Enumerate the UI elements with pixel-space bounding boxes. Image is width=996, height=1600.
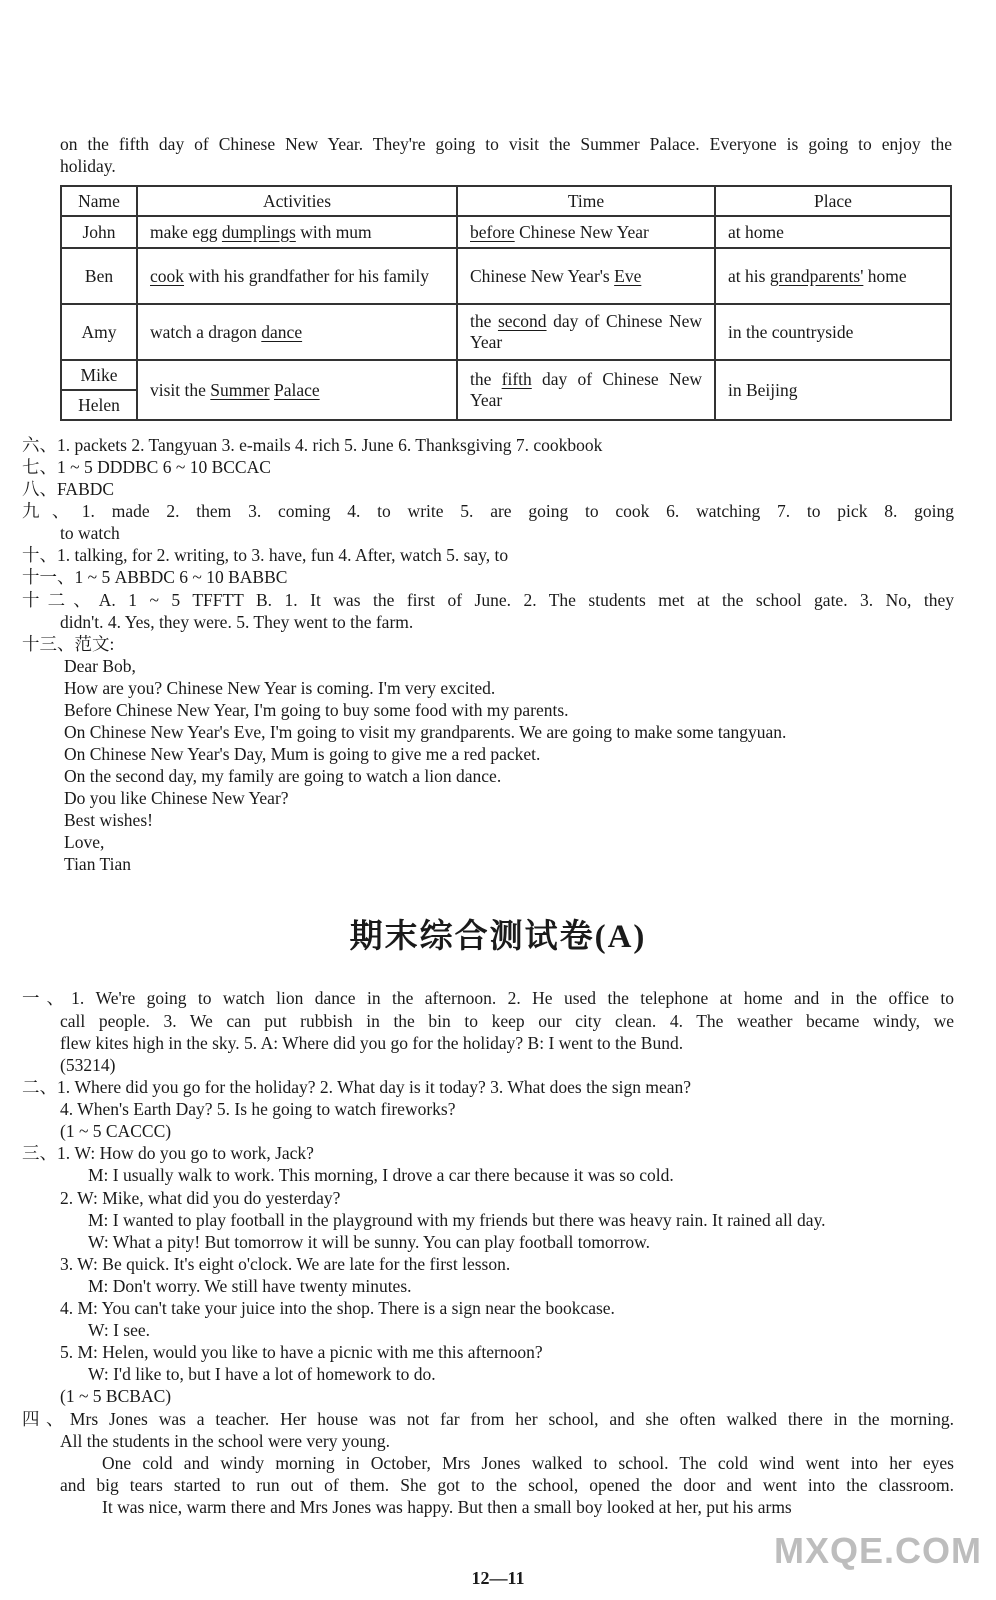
- intro-line-1: on the fifth day of Chinese New Year. They're going to visit the Summer Palace. Everyone is going to enjoy the: [60, 134, 952, 154]
- answer-jiu-line-1: 九、1. made 2. them 3. coming 4. to write 5. are going to cook 6. watching 7. to pick 8. going: [22, 501, 954, 521]
- cell-time: the second day of Chinese New Year: [457, 304, 715, 360]
- exam-yi-line-1: 一、1. We're going to watch lion dance in the afternoon. 2. He used the telephone at home and in the office to: [22, 988, 954, 1008]
- exam-si-line-1: 四、Mrs Jones was a teacher. Her house was not far from her school, and she often walked there in the morning.: [22, 1409, 954, 1429]
- cell-name: Ben: [61, 248, 137, 304]
- cell-name: Helen: [61, 390, 137, 420]
- cell-name: Amy: [61, 304, 137, 360]
- answer-qi: 七、1 ~ 5 DDDBC 6 ~ 10 BCCAC: [22, 457, 271, 477]
- header-activities: Activities: [137, 186, 457, 216]
- table-row-john: [61, 216, 951, 248]
- letter-line: Best wishes!: [64, 810, 153, 830]
- cell-name: Mike: [61, 360, 137, 390]
- cell-activity: cook with his grandfather for his family: [137, 248, 457, 304]
- letter-line: Do you like Chinese New Year?: [64, 788, 289, 808]
- exam-san-line-11: W: I'd like to, but I have a lot of homework to do.: [88, 1364, 436, 1384]
- exam-san-line-4: M: I wanted to play football in the playground with my friends but there was heavy rain. It rained all day.: [88, 1210, 826, 1230]
- answer-shiyi: 十一、1 ~ 5 ABBDC 6 ~ 10 BABBC: [22, 567, 288, 587]
- table-row-amy: [61, 304, 951, 360]
- exam-yi-line-4: (53214): [60, 1055, 116, 1075]
- table-row-ben: [61, 248, 951, 304]
- cell-time: Chinese New Year's Eve: [457, 248, 715, 304]
- exam-san-line-7: M: Don't worry. We still have twenty minutes.: [88, 1276, 412, 1296]
- answer-shier-line-1: 十二、A. 1 ~ 5 TFFTT B. 1. It was the first of June. 2. The students met at the school gate. 3. No, they: [22, 590, 954, 610]
- exam-san-line-6: 3. W: Be quick. It's eight o'clock. We are late for the first lesson.: [60, 1254, 511, 1274]
- answer-ba: 八、FABDC: [22, 479, 115, 499]
- cell-activity: visit the Summer Palace: [137, 360, 457, 420]
- letter-line: How are you? Chinese New Year is coming. I'm very excited.: [64, 678, 496, 698]
- header-time: Time: [457, 186, 715, 216]
- letter-line: On Chinese New Year's Day, Mum is going to give me a red packet.: [64, 744, 541, 764]
- exam-san-line-8: 4. M: You can't take your juice into the shop. There is a sign near the bookcase.: [60, 1298, 615, 1318]
- header-name: Name: [61, 186, 137, 216]
- letter-line: Love,: [64, 832, 105, 852]
- exam-san-line-3: 2. W: Mike, what did you do yesterday?: [60, 1188, 341, 1208]
- table-header-row: [61, 186, 951, 216]
- cell-name: John: [61, 216, 137, 248]
- exam-er-line-2: 4. When's Earth Day? 5. Is he going to watch fireworks?: [60, 1099, 456, 1119]
- page-number: 12—11: [471, 1568, 525, 1588]
- cell-activity: watch a dragon dance: [137, 304, 457, 360]
- letter-line: Tian Tian: [64, 854, 131, 874]
- letter-line: On Chinese New Year's Eve, I'm going to visit my grandparents. We are going to make some tangyuan.: [64, 722, 787, 742]
- activity-table: [60, 185, 952, 421]
- exam-san-line-1: 三、1. W: How do you go to work, Jack?: [22, 1143, 314, 1163]
- cell-place: in the countryside: [715, 304, 951, 360]
- letter-line: Before Chinese New Year, I'm going to buy some food with my parents.: [64, 700, 569, 720]
- answer-shi: 十、1. talking, for 2. writing, to 3. have, fun 4. After, watch 5. say, to: [22, 545, 509, 565]
- exam-er-line-1: 二、1. Where did you go for the holiday? 2. What day is it today? 3. What does the sign mean?: [22, 1077, 692, 1097]
- exam-yi-line-3: flew kites high in the sky. 5. A: Where did you go for the holiday? B: I went to the Bund.: [60, 1033, 684, 1053]
- exam-san-line-5: W: What a pity! But tomorrow it will be sunny. You can play football tomorrow.: [88, 1232, 651, 1252]
- exam-san-line-9: W: I see.: [88, 1320, 151, 1340]
- answer-jiu-line-2: to watch: [60, 523, 120, 543]
- watermark-logo: MXQE.COM: [773, 1530, 982, 1571]
- header-place: Place: [715, 186, 951, 216]
- exam-si-line-3: One cold and windy morning in October, Mrs Jones walked to school. The cold wind went into her eyes: [102, 1453, 954, 1473]
- cell-time: before Chinese New Year: [457, 216, 715, 248]
- exam-si-line-5: It was nice, warm there and Mrs Jones was happy. But then a small boy looked at her, put his arms: [102, 1497, 792, 1517]
- letter-line: On the second day, my family are going to watch a lion dance.: [64, 766, 502, 786]
- exam-si-line-4: and big tears started to run out of them. She got to the school, opened the door and went into the classroom.: [60, 1475, 954, 1495]
- cell-time: the fifth day of Chinese New Year: [457, 360, 715, 420]
- answer-shisan: 十三、范文:: [22, 634, 115, 654]
- exam-er-line-3: (1 ~ 5 CACCC): [60, 1121, 172, 1141]
- cell-place: at his grandparents' home: [715, 248, 951, 304]
- exam-yi-line-2: call people. 3. We can put rubbish in the bin to keep our city clean. 4. The weather became windy, we: [60, 1011, 954, 1031]
- table-row-mike: [61, 360, 951, 390]
- answer-shier-line-2: didn't. 4. Yes, they were. 5. They went to the farm.: [60, 612, 414, 632]
- exam-san-line-2: M: I usually walk to work. This morning, I drove a car there because it was so cold.: [88, 1165, 674, 1185]
- cell-activity: make egg dumplings with mum: [137, 216, 457, 248]
- cell-place: in Beijing: [715, 360, 951, 420]
- intro-line-2: holiday.: [60, 156, 116, 176]
- exam-si-line-2: All the students in the school were very young.: [60, 1431, 391, 1451]
- exam-san-line-12: (1 ~ 5 BCBAC): [60, 1386, 172, 1406]
- answer-liu: 六、1. packets 2. Tangyuan 3. e-mails 4. rich 5. June 6. Thanksgiving 7. cookbook: [22, 435, 603, 455]
- exam-san-line-10: 5. M: Helen, would you like to have a picnic with me this afternoon?: [60, 1342, 543, 1362]
- cell-place: at home: [715, 216, 951, 248]
- section-title: 期末综合测试卷(A): [349, 919, 647, 955]
- letter-line: Dear Bob,: [64, 656, 136, 676]
